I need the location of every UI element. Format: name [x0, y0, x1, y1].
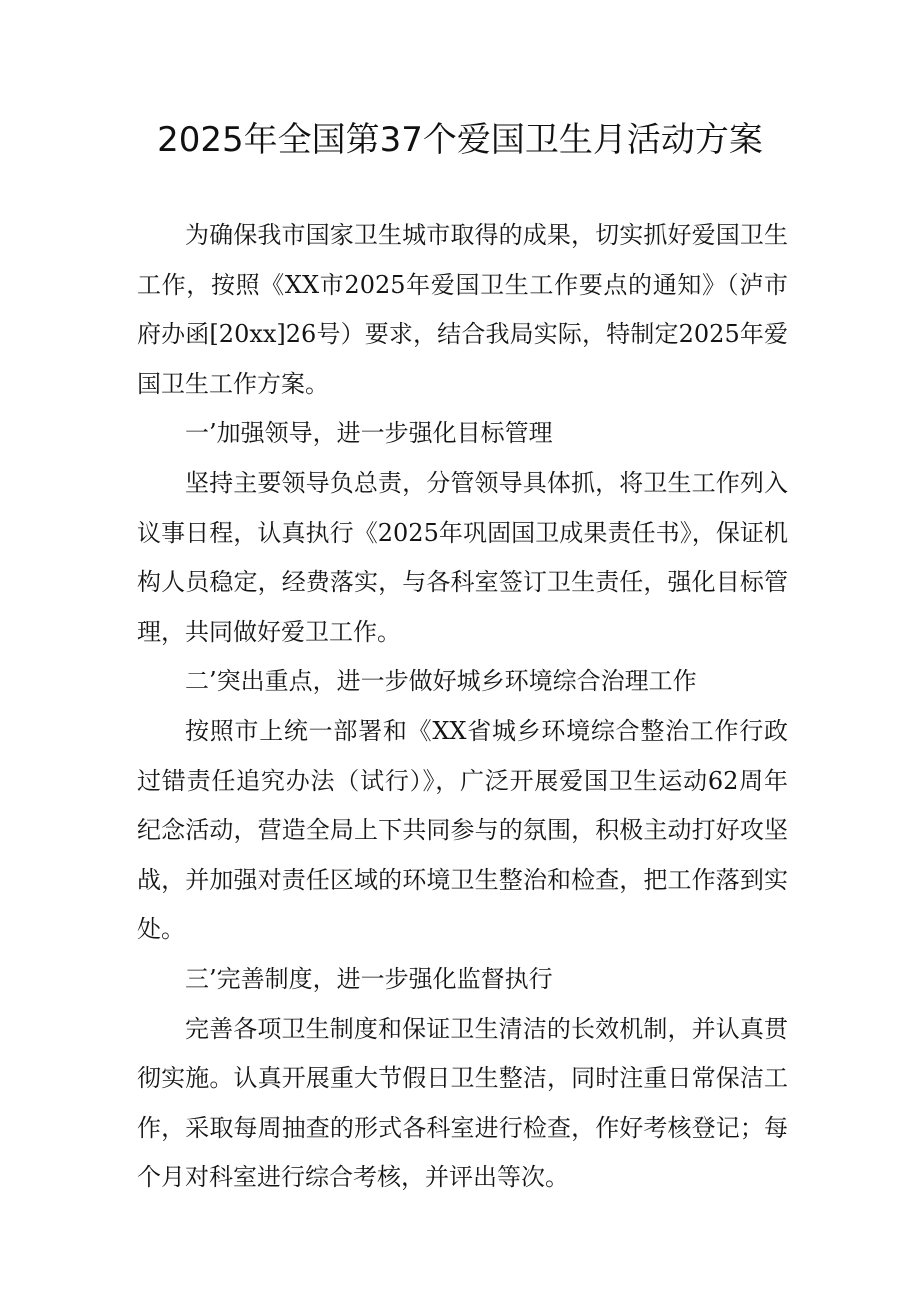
section-1-paragraph: 坚持主要领导负总责，分管领导具体抓，将卫生工作列入议事日程，认真执行《2025年巩固国卫成果责任书》，保证机构人员稳定，经费落实，与各科室签订卫生责任，强化目标管理，共同做好爱卫工作。 — [137, 468, 788, 646]
section-3-paragraph: 完善各项卫生制度和保证卫生清洁的长效机制，并认真贯彻实施。认真开展重大节假日卫生整洁，同时注重日常保洁工作，采取每周抽查的形式各科室进行检查，作好考核登记；每个月对科室进行综合考核，并评出等次。 — [137, 1014, 788, 1192]
intro-paragraph: 为确保我市国家卫生城市取得的成果，切实抓好爱国卫生工作，按照《XX市2025年爱国卫生工作要点的通知》（泸市府办函[20xx]26号）要求，结合我局实际，特制定2025年爱国卫生工作方案。 — [137, 221, 788, 398]
section-2-paragraph: 按照市上统一部署和《XX省城乡环境综合整治工作行政过错责任追究办法（试行）》，广泛开展爱国卫生运动62周年纪念活动，营造全局上下共同参与的氛围，积极主动打好攻坚战，并加强对责任区域的环境卫生整治和检查，把工作落到实处。 — [137, 716, 788, 944]
section-2-heading: 二’突出重点，进一步做好城乡环境综合治理工作 — [185, 667, 697, 696]
section-3-heading: 三’完善制度，进一步强化监督执行 — [185, 964, 553, 993]
section-1-heading: 一’加强领导，进一步强化目标管理 — [185, 419, 553, 448]
document-title: 2025年全国第37个爱国卫生月活动方案 — [157, 120, 763, 160]
document-body — [137, 211, 788, 1203]
